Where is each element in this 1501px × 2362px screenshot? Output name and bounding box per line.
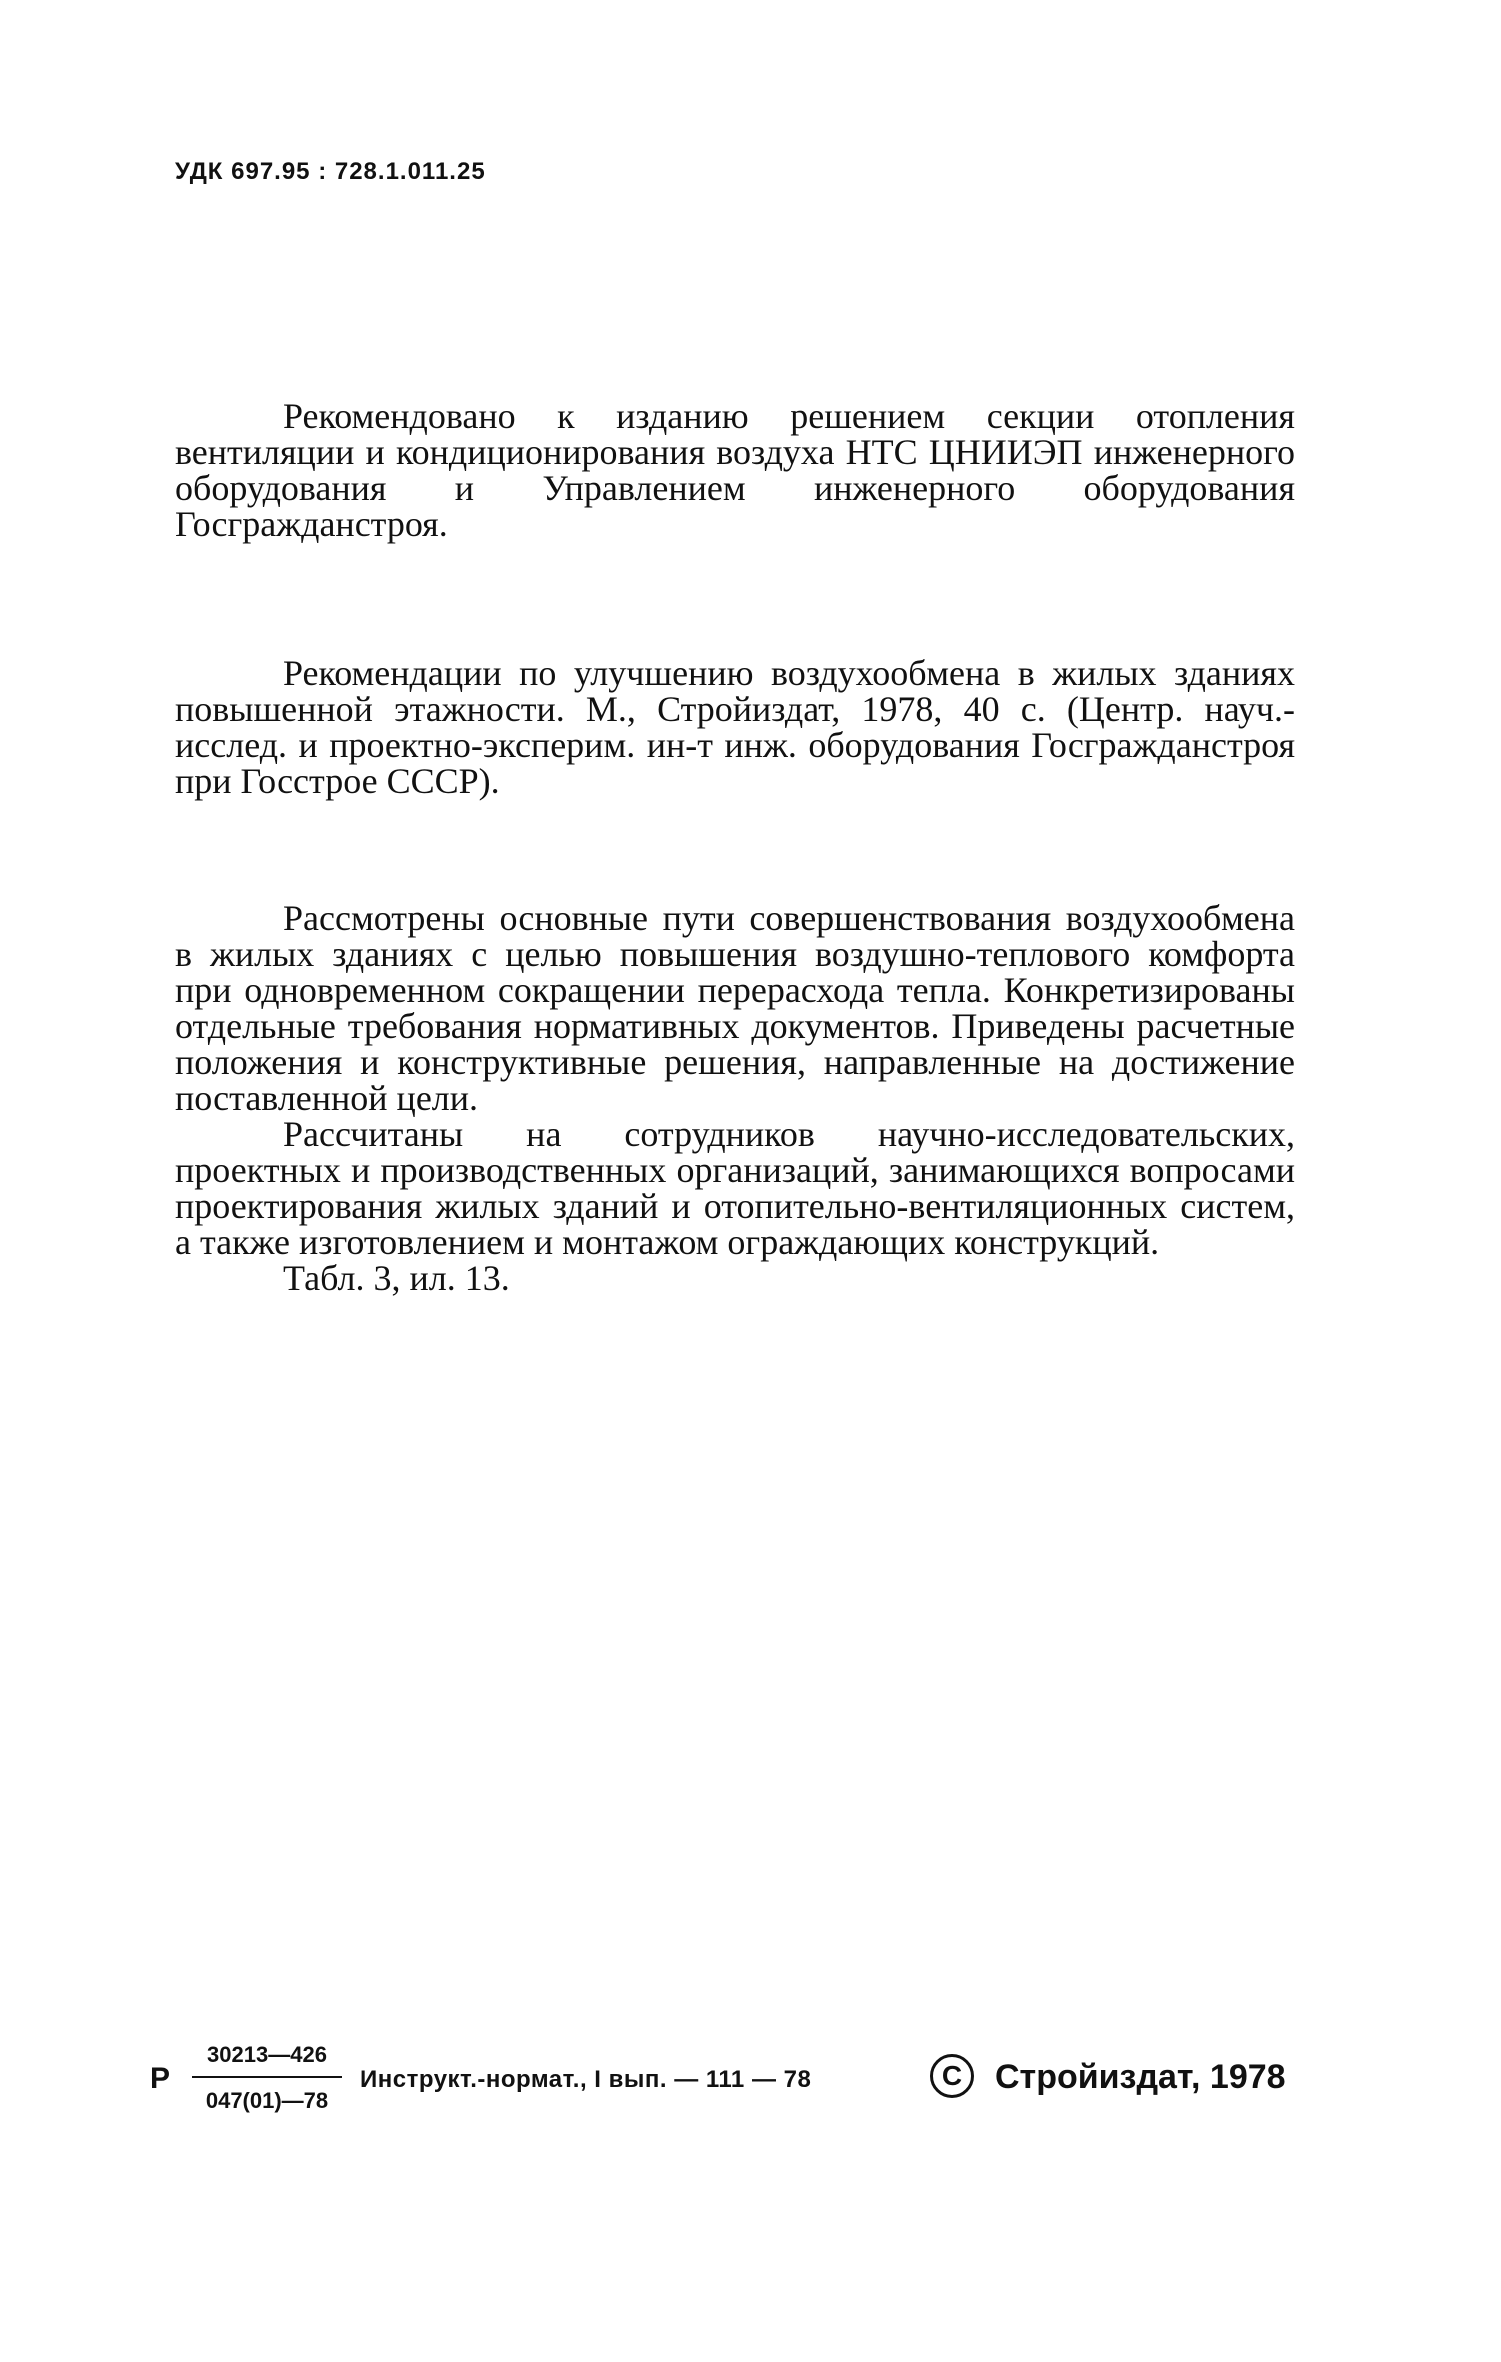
fraction-bar — [192, 2076, 342, 2078]
abstract-paragraph-1: Рассмотрены основные пути совершенствования воздухообмена в жилых зданиях с целью повышения воздушно-теплового комфорта при одновременном сокращении перерасхода тепла. Конкретизированы отдельные требования нормативных документов. Приведены расчетные положения и конструктивные решения, направленные на достижение поставленной цели. — [175, 898, 1295, 1118]
imprint-denominator: 047(01)—78 — [205, 2088, 329, 2113]
tables-illustrations-count: Табл. 3, ил. 13. — [283, 1258, 510, 1298]
copyright-icon: C — [930, 2054, 974, 2098]
copyright-holder: Стройиздат, 1978 — [995, 2058, 1286, 2096]
imprint-index-fraction — [192, 2040, 342, 2116]
bibliographic-text: Рекомендации по улучшению воздухообмена в жилых зданиях повышенной этажности. М., Стройиздат, 1978, 40 с. (Центр. науч.-исслед. и проектно-эксперим. ин-т инж. оборудования Госгражданстроя при Госстрое СССР). — [175, 653, 1295, 801]
series-info: Инструкт.-нормат., I вып. — 111 — 78 — [360, 2066, 812, 2093]
approval-text: Рекомендовано к изданию решением секции отопления вентиляции и кондиционирования воздуха НТС ЦНИИЭП инженерного оборудования и Управлением инженерного оборудования Госгражданстроя. — [175, 396, 1295, 544]
imprint-numerator: 30213—426 — [207, 2042, 327, 2067]
imprint-letter: Р — [150, 2062, 171, 2095]
abstract — [175, 900, 1295, 1296]
abstract-paragraph-2: Рассчитаны на сотрудников научно-исследовательских, проектных и производственных организаций, занимающихся вопросами проектирования жилых зданий и отопительно-вентиляционных систем, а также изготовлением и монтажом ограждающих конструкций. — [175, 1114, 1295, 1262]
bibliographic-record — [175, 655, 1295, 799]
approval-notice — [175, 398, 1295, 542]
imprint-footer — [150, 2040, 1350, 2130]
udk-code: УДК 697.95 : 728.1.011.25 — [175, 158, 486, 185]
